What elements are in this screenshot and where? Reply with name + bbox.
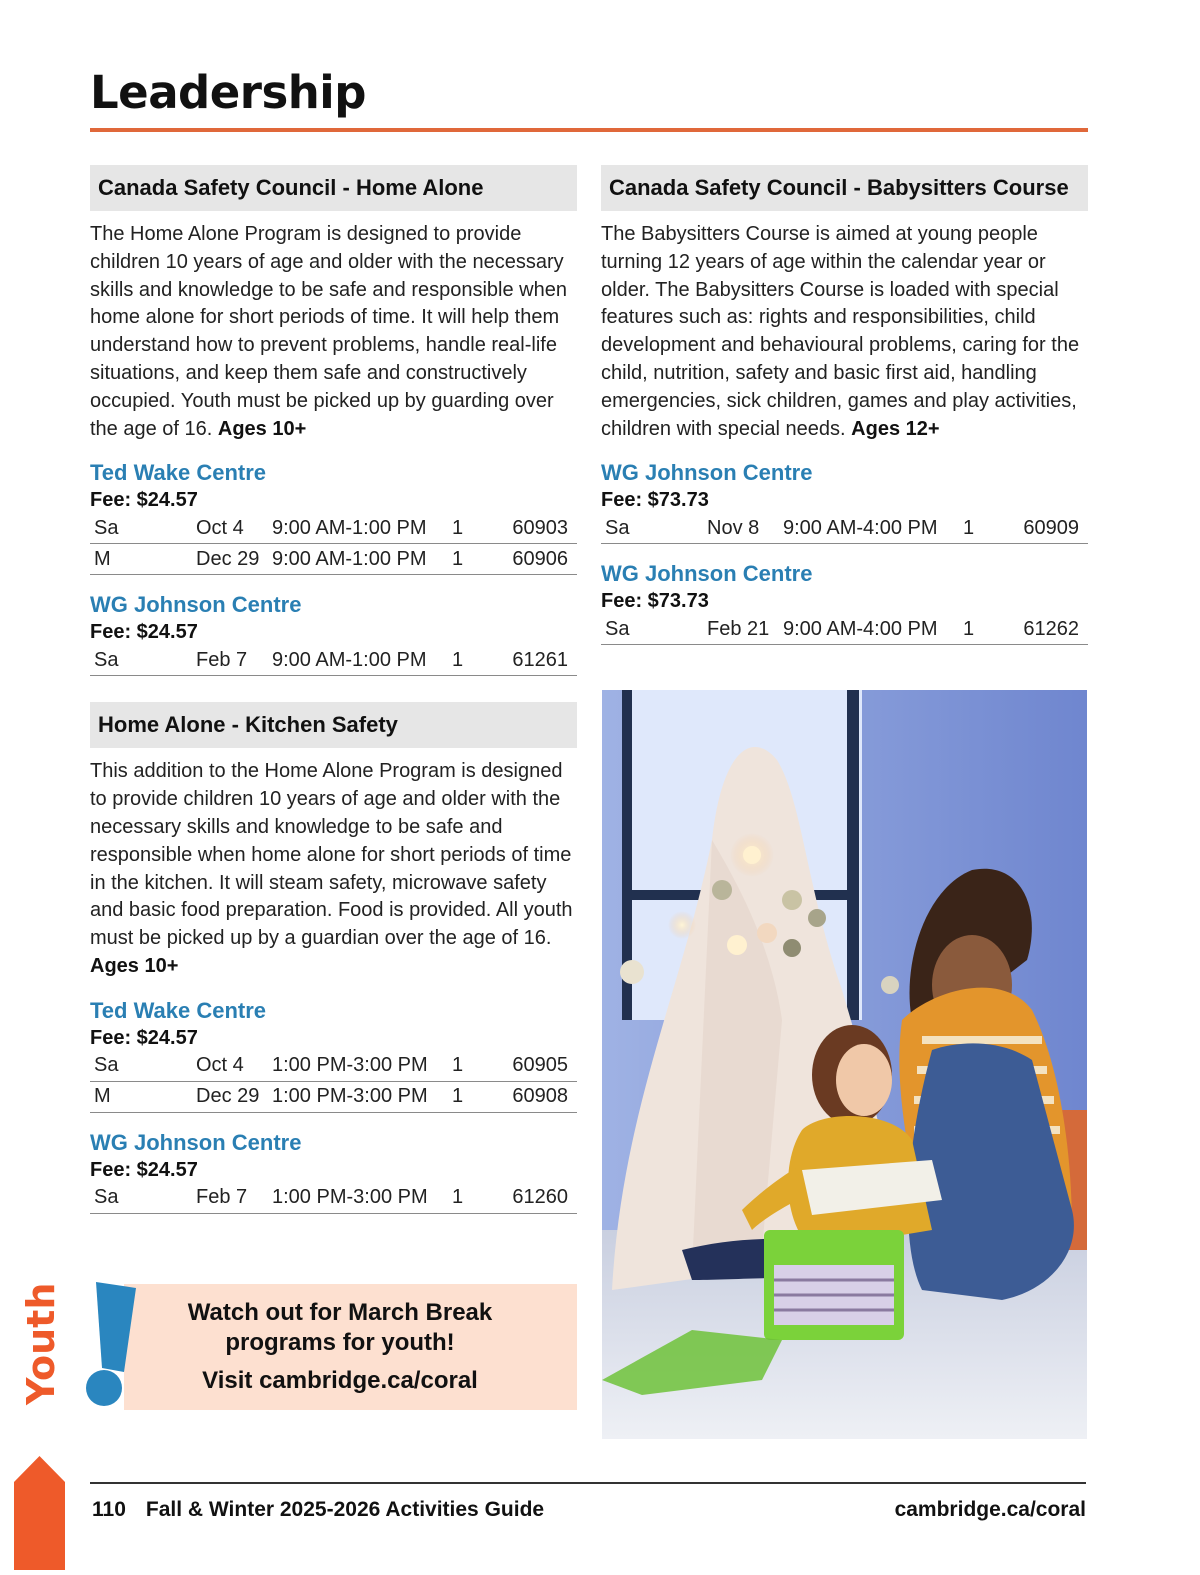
table-row <box>90 1081 577 1112</box>
time-cell: 1:00 PM-3:00 PM <box>272 1051 452 1082</box>
date-cell: Oct 4 <box>196 1051 272 1082</box>
sessions-cell: 1 <box>452 1051 488 1082</box>
photo-parent-child-reading <box>602 690 1087 1439</box>
day-cell: Sa <box>601 614 707 645</box>
section-tab-label: Youth <box>19 1282 63 1405</box>
page-title: Leadership <box>90 66 366 119</box>
callout-link-text: Visit cambridge.ca/coral <box>202 1367 478 1394</box>
schedule-table <box>90 513 577 575</box>
section-kitchen-safety <box>90 702 577 1213</box>
course-code-cell: 61260 <box>488 1183 577 1214</box>
fee-label: Fee: $24.57 <box>90 1026 198 1049</box>
table-row <box>90 1051 577 1082</box>
page-number: 110 <box>92 1498 126 1521</box>
course-code-cell: 61261 <box>488 645 577 676</box>
date-cell: Dec 29 <box>196 1081 272 1112</box>
section-home-alone <box>90 165 577 676</box>
fee-label: Fee: $24.57 <box>90 1158 198 1181</box>
date-cell: Feb 7 <box>196 645 272 676</box>
left-column <box>90 165 577 1214</box>
table-row <box>90 513 577 544</box>
schedule-table <box>90 1051 577 1113</box>
time-cell: 1:00 PM-3:00 PM <box>272 1183 452 1214</box>
day-cell: M <box>90 1081 196 1112</box>
footer-url: cambridge.ca/coral <box>894 1498 1086 1521</box>
fee-label: Fee: $73.73 <box>601 489 709 512</box>
day-cell: Sa <box>601 513 707 544</box>
venue-name: WG Johnson Centre <box>601 460 813 486</box>
guide-title: Fall & Winter 2025-2026 Activities Guide <box>145 1498 545 1521</box>
ages-label: Ages 12+ <box>851 417 940 440</box>
section-tab-arrow <box>14 1456 65 1570</box>
time-cell: 9:00 AM-4:00 PM <box>783 513 963 544</box>
sessions-cell: 1 <box>452 1081 488 1112</box>
date-cell: Nov 8 <box>707 513 783 544</box>
exclamation-icon <box>78 1280 138 1410</box>
fee-label: Fee: $24.57 <box>90 621 198 644</box>
table-row <box>90 645 577 676</box>
time-cell: 9:00 AM-1:00 PM <box>272 513 452 544</box>
sessions-cell: 1 <box>452 513 488 544</box>
course-code-cell: 61262 <box>999 614 1088 645</box>
section-description: This addition to the Home Alone Program is designed to provide children 10 years of age and older with the necessary skills and knowledge to be safe and responsible when home alone for short periods of time in the kitchen. It will steam safety, microwave safety and basic food preparation. Food is provided. All youth must be picked up by a guardian over the age of 16. Ages 10+ <box>90 760 573 977</box>
day-cell: Sa <box>90 645 196 676</box>
time-cell: 9:00 AM-1:00 PM <box>272 645 452 676</box>
table-row <box>601 614 1088 645</box>
time-cell: 9:00 AM-4:00 PM <box>783 614 963 645</box>
day-cell: Sa <box>90 1051 196 1082</box>
venue-name: Ted Wake Centre <box>90 997 267 1023</box>
section-description: The Babysitters Course is aimed at young people turning 12 years of age within the calendar year or older. The Babysitters Course is loaded with special features such as: rights and responsibilities, child development and behavioural problems, caring for the child, nutrition, safety and basic first aid, handling emergencies, sick children, games and play activities, children with special needs. Ages 12+ <box>601 223 1080 440</box>
venue-name: Ted Wake Centre <box>90 460 267 486</box>
date-cell: Feb 21 <box>707 614 783 645</box>
sessions-cell: 1 <box>963 614 999 645</box>
ages-label: Ages 10+ <box>217 417 307 440</box>
time-cell: 9:00 AM-1:00 PM <box>272 544 452 575</box>
callout-line-2: programs for youth! <box>225 1329 455 1356</box>
date-cell: Dec 29 <box>196 544 272 575</box>
venue-name: WG Johnson Centre <box>90 1129 302 1155</box>
course-code-cell: 60905 <box>488 1051 577 1082</box>
schedule-table <box>601 614 1088 645</box>
day-cell: Sa <box>90 1183 196 1214</box>
section-description: The Home Alone Program is designed to provide children 10 years of age and older with the necessary skills and knowledge to be safe and responsible when home alone for short periods of time. It will help them understand how to prevent problems, handle real-life situations, and keep them safe and constructively occupied. Youth must be picked up by guarding over the age of 16. Ages 10+ <box>90 223 567 440</box>
section-title: Canada Safety Council - Home Alone <box>90 165 577 211</box>
title-divider <box>90 128 1088 132</box>
course-code-cell: 60903 <box>488 513 577 544</box>
course-code-cell: 60908 <box>488 1081 577 1112</box>
schedule-table <box>90 1183 577 1214</box>
fee-label: Fee: $73.73 <box>601 590 709 613</box>
date-cell: Oct 4 <box>196 513 272 544</box>
sessions-cell: 1 <box>963 513 999 544</box>
section-babysitters <box>601 165 1088 645</box>
date-cell: Feb 7 <box>196 1183 272 1214</box>
march-break-callout <box>124 1284 577 1410</box>
course-code-cell: 60909 <box>999 513 1088 544</box>
table-row <box>90 1183 577 1214</box>
ages-label: Ages 10+ <box>90 954 179 977</box>
venue-name: WG Johnson Centre <box>90 592 302 618</box>
footer-left <box>92 1498 544 1522</box>
table-row <box>90 544 577 575</box>
footer-divider <box>90 1482 1086 1484</box>
section-title: Canada Safety Council - Babysitters Course <box>601 165 1088 211</box>
time-cell: 1:00 PM-3:00 PM <box>272 1081 452 1112</box>
callout-line-1: Watch out for March Break <box>187 1299 493 1326</box>
venue-name: WG Johnson Centre <box>601 561 813 587</box>
day-cell: Sa <box>90 513 196 544</box>
right-column <box>601 165 1088 645</box>
sessions-cell: 1 <box>452 645 488 676</box>
section-title: Home Alone - Kitchen Safety <box>90 702 577 748</box>
table-row <box>601 513 1088 544</box>
schedule-table <box>90 645 577 676</box>
fee-label: Fee: $24.57 <box>90 489 198 512</box>
sessions-cell: 1 <box>452 544 488 575</box>
day-cell: M <box>90 544 196 575</box>
schedule-table <box>601 513 1088 544</box>
course-code-cell: 60906 <box>488 544 577 575</box>
sessions-cell: 1 <box>452 1183 488 1214</box>
